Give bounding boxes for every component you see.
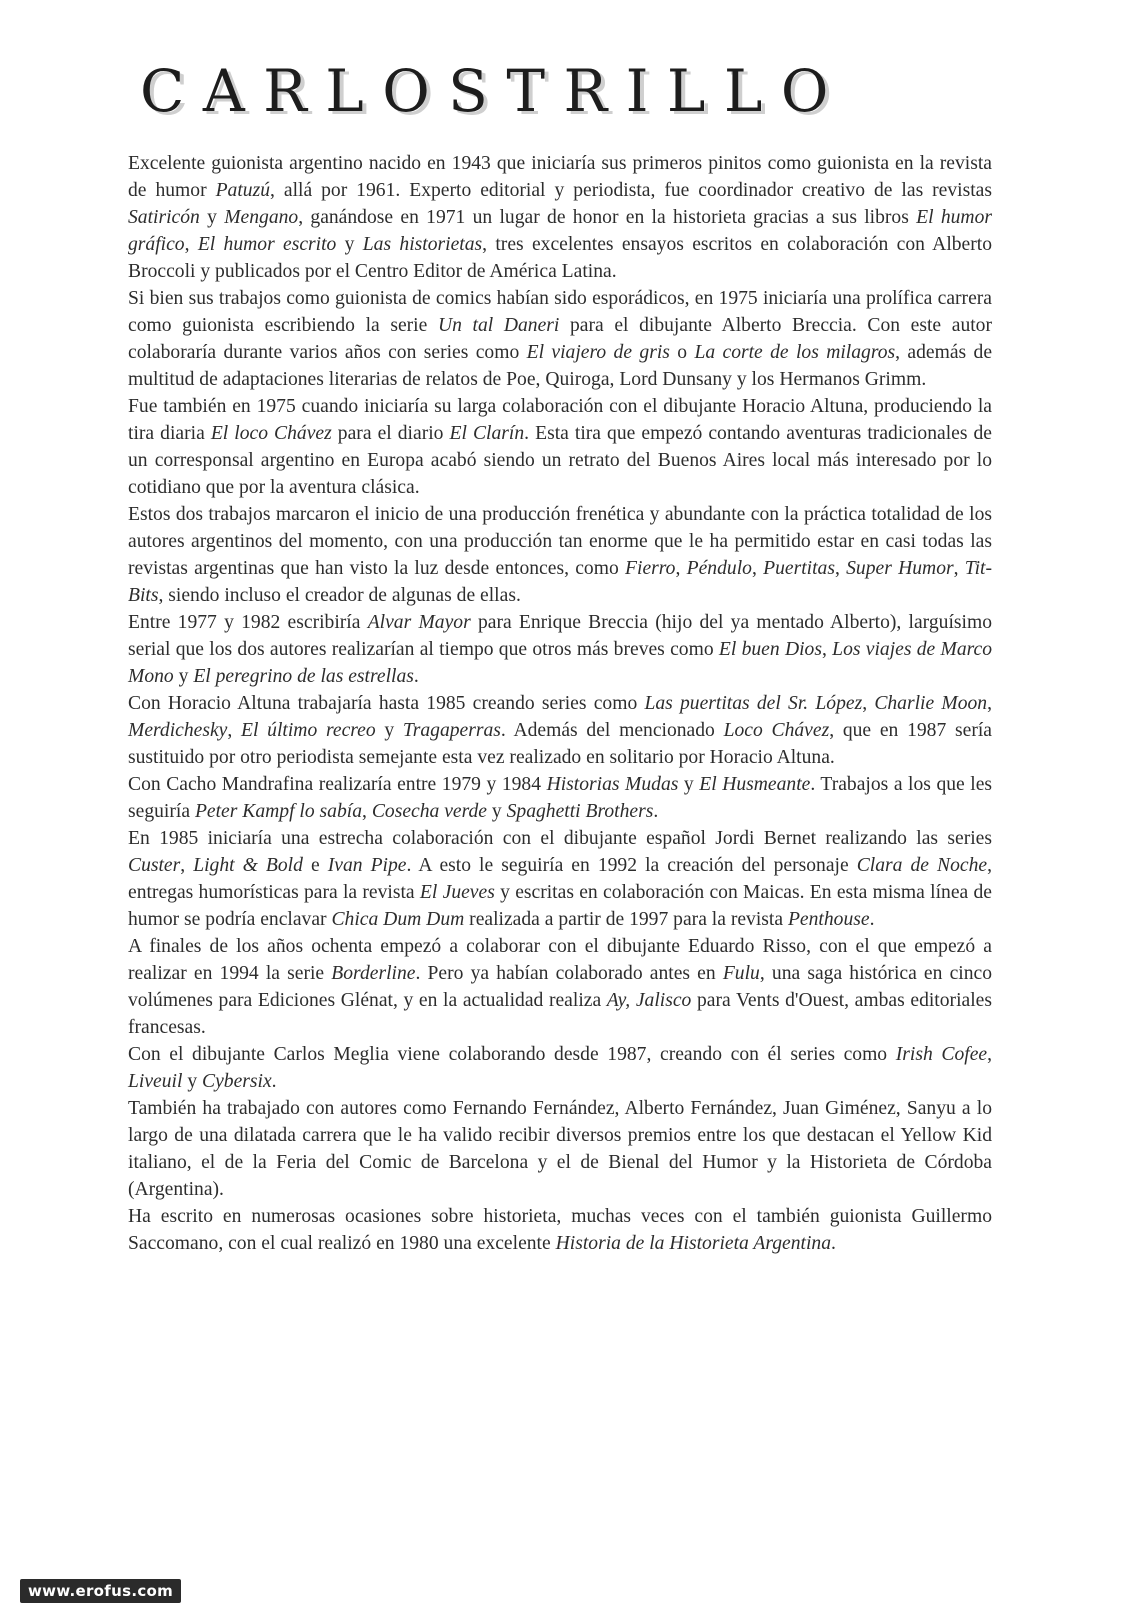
paragraph-text: . Además del mencionado	[500, 720, 724, 741]
paragraph-text: ,	[821, 639, 833, 660]
paragraph-text: , tres excelentes ensayos escritos en colaboración con Alberto Broccoli y publicados por el Centro Editor de América Latina.	[128, 234, 993, 282]
paragraph-text: .	[653, 801, 659, 822]
italic-title-text: La corte de los milagros	[694, 342, 896, 363]
paragraph	[128, 1203, 992, 1257]
paragraph-text: .	[869, 909, 875, 930]
italic-title-text: Historias Mudas	[546, 774, 679, 795]
italic-title-text: Cosecha verde	[371, 801, 487, 822]
paragraph	[128, 285, 992, 393]
paragraph-text: o	[669, 342, 695, 363]
paragraph-text: ,	[180, 855, 194, 876]
biography-text	[128, 150, 992, 1257]
paragraph	[128, 609, 992, 690]
paragraph-text: ,	[184, 234, 198, 255]
italic-title-text: Borderline	[331, 963, 416, 984]
paragraph-text: . Pero ya habían colaborado antes en	[415, 963, 723, 984]
italic-title-text: Cybersix	[202, 1071, 272, 1092]
paragraph	[128, 393, 992, 501]
paragraph-text: , siendo incluso el creador de algunas de ellas.	[158, 585, 521, 606]
paragraph-text: También ha trabajado con autores como Fernando Fernández, Alberto Fernández, Juan Giménez, Sanyu a lo largo de una dilatada carrera que le ha valido recibir diversos premios entre los que destacan el Yellow Kid italiano, el de la Feria del Comic de Barcelona y el de Bienal del Humor y la Historieta de Córdoba (Argentina).	[128, 1098, 992, 1200]
paragraph-text: ,	[362, 801, 372, 822]
italic-title-text: El Clarín	[449, 423, 525, 444]
italic-title-text: Liveuil	[128, 1071, 183, 1092]
page-title: C A R L O S T R I L L O	[140, 57, 829, 125]
italic-title-text: El buen Dios	[718, 639, 822, 660]
italic-title-text: Los viajes de Marco Mono	[128, 639, 993, 687]
paragraph-text: y	[336, 234, 363, 255]
italic-title-text: Light & Bold	[193, 855, 303, 876]
paragraph-text: Ha escrito en numerosas ocasiones sobre historieta, muchas veces con el también guionista Guillermo Saccomano, con el cual realizó en 1980 una excelente	[128, 1206, 992, 1254]
italic-title-text: Un tal Daneri	[437, 315, 560, 336]
paragraph-text: para Enrique Breccia (hijo del ya mentado Alberto), larguísimo serial que los dos autores realizarían al tiempo que otros más breves como	[128, 612, 992, 660]
paragraph-text: realizada a partir de 1997 para la revista	[464, 909, 788, 930]
paragraph-text: ,	[953, 558, 965, 579]
italic-title-text: Alvar Mayor	[367, 612, 471, 633]
italic-title-text: Satiricón	[128, 207, 200, 228]
italic-title-text: Ivan Pipe	[327, 855, 407, 876]
paragraph-text: Entre 1977 y 1982 escribiría	[128, 612, 368, 633]
paragraph-text: A finales de los años ochenta empezó a colaborar con el dibujante Eduardo Risso, con el que empezó a realizar en 1994 la serie	[128, 936, 992, 984]
paragraph-text: , una saga histórica en cinco volúmenes para Ediciones Glénat, y en la actualidad realiza	[128, 963, 993, 1011]
paragraph	[128, 771, 992, 825]
paragraph-text: , entregas humorísticas para la revista	[128, 855, 993, 903]
paragraph-text: En 1985 iniciaría una estrecha colaboración con el dibujante español Jordi Bernet realizando las series	[128, 828, 992, 849]
italic-title-text: Tit-Bits	[128, 558, 993, 606]
italic-title-text: Charlie Moon	[874, 693, 988, 714]
paragraph-text: para el diario	[331, 423, 450, 444]
paragraph-text: . Trabajos a los que les seguiría	[128, 774, 993, 822]
italic-title-text: Puertitas	[763, 558, 835, 579]
italic-title-text: Spaghetti Brothers	[506, 801, 654, 822]
italic-title-text: El loco Chávez	[210, 423, 332, 444]
italic-title-text: Fulu	[722, 963, 760, 984]
italic-title-text: Las historietas	[362, 234, 483, 255]
paragraph-text: ,	[987, 1044, 993, 1065]
paragraph-text: Con Cacho Mandrafina realizaría entre 1979 y 1984	[128, 774, 547, 795]
paragraph-text: Estos dos trabajos marcaron el inicio de una producción frenética y abundante con la práctica totalidad de los autores argentinos del momento, con una producción tan enorme que le ha permitido estar en casi todas las revistas argentinas que han visto la luz desde entonces, como	[128, 504, 992, 579]
italic-title-text: Penthouse	[787, 909, 870, 930]
paragraph-text: y	[199, 207, 225, 228]
italic-title-text: Ay, Jalisco	[606, 990, 692, 1011]
italic-title-text: Péndulo	[686, 558, 752, 579]
paragraph-text: Excelente guionista argentino nacido en 1943 que iniciaría sus primeros pinitos como guionista en la revista de humor	[128, 153, 992, 201]
italic-title-text: Mengano	[224, 207, 299, 228]
paragraph-text: ,	[675, 558, 687, 579]
italic-title-text: Chica Dum Dum	[331, 909, 465, 930]
italic-title-text: El humor escrito	[197, 234, 337, 255]
paragraph-text: Si bien sus trabajos como guionista de comics habían sido esporádicos, en 1975 iniciaría una prolífica carrera como guionista escribiendo la serie	[128, 288, 992, 336]
paragraph-text: , allá por 1961. Experto editorial y periodista, fue coordinador creativo de las revistas	[270, 180, 993, 201]
italic-title-text: Custer	[128, 855, 181, 876]
paragraph-text: y	[182, 1071, 203, 1092]
site-watermark: www.erofus.com	[20, 1579, 181, 1603]
paragraph-text: . Esta tira que empezó contando aventuras tradicionales de un corresponsal argentino en Europa acabó siendo un retrato del Buenos Aires local más interesado por lo cotidiano que por la aventura clásica.	[128, 423, 992, 498]
italic-title-text: Loco Chávez	[723, 720, 830, 741]
paragraph	[128, 1041, 992, 1095]
paragraph-text: . A esto le seguiría en 1992 la creación del personaje	[406, 855, 857, 876]
paragraph-text: y	[375, 720, 403, 741]
italic-title-text: Historia de la Historieta Argentina	[555, 1233, 832, 1254]
paragraph-text: y	[173, 666, 194, 687]
paragraph	[128, 825, 992, 933]
paragraph-text: , ganándose en 1971 un lugar de honor en la historieta gracias a sus libros	[298, 207, 917, 228]
paragraph-text: Con Horacio Altuna trabajaría hasta 1985 creando series como	[128, 693, 645, 714]
paragraph	[128, 690, 992, 771]
paragraph	[128, 501, 992, 609]
paragraph-text: y escritas en colaboración con Maicas. En esta misma línea de humor se podría enclavar	[128, 882, 992, 930]
paragraph	[128, 933, 992, 1041]
paragraph-text: ,	[751, 558, 764, 579]
italic-title-text: Super Humor	[846, 558, 954, 579]
italic-title-text: El Jueves	[419, 882, 495, 903]
paragraph-text: ,	[862, 693, 875, 714]
italic-title-text: Las puertitas del Sr. López	[644, 693, 863, 714]
paragraph-text: e	[302, 855, 328, 876]
paragraph-text: ,	[227, 720, 242, 741]
italic-title-text: Peter Kampf lo sabía	[194, 801, 363, 822]
italic-title-text: Irish Cofee	[895, 1044, 988, 1065]
paragraph-text: Fue también en 1975 cuando iniciaría su larga colaboración con el dibujante Horacio Altuna, produciendo la tira diaria	[128, 396, 992, 444]
paragraph-text: ,	[987, 693, 993, 714]
paragraph-text: .	[271, 1071, 277, 1092]
italic-title-text: Tragaperras	[402, 720, 501, 741]
italic-title-text: El Husmeante	[699, 774, 811, 795]
paragraph-text: Con el dibujante Carlos Meglia viene colaborando desde 1987, creando con él series como	[128, 1044, 896, 1065]
paragraph-text: y	[487, 801, 507, 822]
paragraph-text: ,	[834, 558, 847, 579]
paragraph	[128, 1095, 992, 1203]
paragraph-text: para Vents d'Ouest, ambas editoriales francesas.	[128, 990, 992, 1038]
paragraph-text: .	[413, 666, 419, 687]
italic-title-text: El humor gráfico	[128, 207, 992, 255]
paragraph-text: , que en 1987 sería sustituido por otro periodista semejante esta vez realizado en solitario por Horacio Altuna.	[128, 720, 992, 768]
italic-title-text: El peregrino de las estrellas	[193, 666, 414, 687]
italic-title-text: El último recreo	[241, 720, 376, 741]
italic-title-text: Clara de Noche	[856, 855, 988, 876]
italic-title-text: Fierro	[625, 558, 676, 579]
paragraph-text: .	[831, 1233, 836, 1254]
paragraph-text: y	[678, 774, 700, 795]
paragraph-text: para el dibujante Alberto Breccia. Con este autor colaboraría durante varios años con series como	[128, 315, 993, 363]
paragraph-text: , además de multitud de adaptaciones literarias de relatos de Poe, Quiroga, Lord Dunsany y los Hermanos Grimm.	[128, 342, 993, 390]
italic-title-text: Patuzú	[215, 180, 271, 201]
italic-title-text: Merdichesky	[128, 720, 228, 741]
italic-title-text: El viajero de gris	[526, 342, 670, 363]
paragraph	[128, 150, 992, 285]
